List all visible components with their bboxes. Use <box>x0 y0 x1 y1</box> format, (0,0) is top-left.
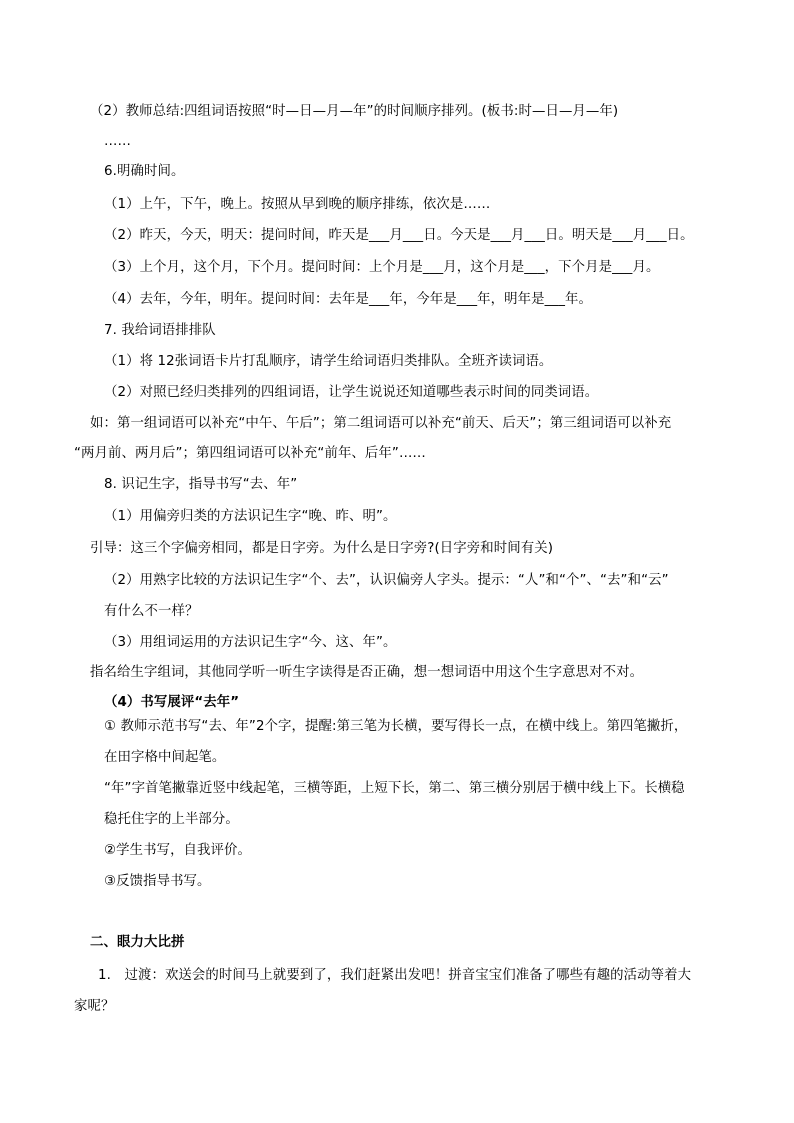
item-compare-characters: （2）用熟字比较的方法识记生字“个、去”，认识偏旁人字头。提示：“人”和“个”、“去”和“云” <box>104 573 669 588</box>
heading-learn-characters: 8. 识记生字，指导书写“去、年” <box>104 477 298 492</box>
paragraph-transition: 1. 过渡：欢送会的时间马上就要到了，我们赶紧出发吧！拼音宝宝们准备了哪些有趣的活动等着大 <box>98 968 692 983</box>
paragraph-nian-strokes-cont: 稳托住字的上半部分。 <box>104 812 239 827</box>
item-compare-characters-cont: 有什么不一样？ <box>104 604 199 619</box>
paragraph-examples-cont: “两月前、两月后”；第四组词语可以补充“前年、后年”…… <box>74 446 426 461</box>
paragraph-teacher-summary: （2）教师总结:四组词语按照“时—日—月—年”的时间顺序排列。(板书:时—日—月—年) <box>90 104 619 119</box>
heading-clarify-time: 6.明确时间。 <box>104 164 185 179</box>
ellipsis-line: …… <box>104 134 131 149</box>
item-last-this-month: （3）上个月，这个月，下个月。提问时间：上个月是___月，这个月是___，下个月是___月。 <box>104 260 660 275</box>
section-heading-eyesight-contest: 二、眼力大比拼 <box>90 935 185 950</box>
item-student-writing: ②学生书写，自我评价。 <box>104 843 252 858</box>
item-feedback: ③反馈指导书写。 <box>104 874 211 889</box>
paragraph-examples: 如：第一组词语可以补充“中午、午后”；第二组词语可以补充“前天、后天”；第三组词语可以补充 <box>90 416 672 431</box>
item-compare-groups: （2）对照已经归类排列的四组词语，让学生说说还知道哪些表示时间的同类词语。 <box>104 385 599 400</box>
paragraph-transition-cont: 家呢？ <box>74 999 115 1014</box>
item-morning-afternoon: （1）上午，下午，晚上。按照从早到晚的顺序排练，依次是…… <box>104 197 491 212</box>
item-shuffle-cards: （1）将 12张词语卡片打乱顺序，请学生给词语归类排队。全班齐读词语。 <box>104 354 553 369</box>
item-teacher-demo: ① 教师示范书写“去、年”2个字，提醒:第三笔为长横，要写得长一点，在横中线上。第四笔撇折， <box>104 719 688 734</box>
heading-sort-words: 7. 我给词语排排队 <box>104 323 216 338</box>
item-word-usage: （3）用组词运用的方法识记生字“今、这、年”。 <box>104 635 397 650</box>
item-radical-grouping: （1）用偏旁归类的方法识记生字“晚、昨、明”。 <box>104 509 397 524</box>
item-teacher-demo-cont: 在田字格中间起笔。 <box>104 750 226 765</box>
paragraph-guide: 引导：这三个字偏旁相同，都是日字旁。为什么是日字旁?(日字旁和时间有关) <box>90 541 554 556</box>
item-yesterday-today: （2）昨天，今天，明天：提问时间，昨天是___月___日。今天是___月___日。明天是___月___日。 <box>104 228 694 243</box>
paragraph-nian-strokes: “年”字首笔撇靠近竖中线起笔，三横等距，上短下长，第二、第三横分别居于横中线上下。长横稳 <box>104 781 685 796</box>
heading-writing-review: （4）书写展评“去年” <box>104 695 240 710</box>
item-last-this-year: （4）去年，今年，明年。提问时间：去年是___年，今年是___年，明年是___年。 <box>104 292 592 307</box>
paragraph-name-students: 指名给生字组词，其他同学听一听生字读得是否正确，想一想词语中用这个生字意思对不对。 <box>90 665 644 680</box>
